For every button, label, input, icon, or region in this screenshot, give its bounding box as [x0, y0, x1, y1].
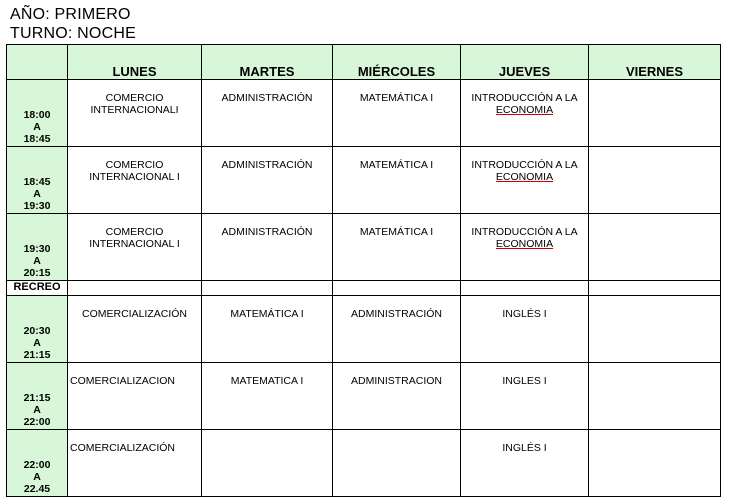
class-cell-martes: ADMINISTRACIÓN [202, 147, 333, 214]
time-separator: A [33, 188, 41, 200]
shift-heading: TURNO: NOCHE [10, 25, 136, 42]
class-cell-martes: MATEMATICA I [202, 363, 333, 430]
subject-line: INTERNACIONAL I [89, 238, 180, 250]
day-header-martes: MARTES [202, 45, 333, 80]
time-end: 19:30 [23, 200, 51, 212]
subject-line: INTRODUCCIÓN A LA [471, 92, 578, 104]
time-separator: A [33, 471, 41, 483]
time-slot-cell [7, 363, 68, 430]
table-row [7, 296, 721, 363]
day-header-lunes: LUNES [68, 45, 202, 80]
class-cell-jueves: INGLÉS I [461, 430, 589, 497]
recess-cell [202, 281, 333, 296]
subject-line: ECONOMIA [495, 238, 554, 250]
subject-line: ECONOMIA [495, 171, 554, 183]
table-row [7, 214, 721, 281]
schedule-table [6, 44, 721, 497]
corner-cell [7, 45, 68, 80]
class-cell-viernes [589, 80, 721, 147]
subject-line: INTERNACIONALI [90, 104, 179, 116]
header-row [7, 45, 721, 80]
time-start: 18:45 [23, 176, 51, 188]
class-cell-jueves [461, 147, 589, 214]
recess-cell [461, 281, 589, 296]
subject-line: COMERCIO [105, 92, 164, 104]
subject-line: INTRODUCCIÓN A LA [471, 159, 578, 171]
table-row [7, 363, 721, 430]
time-separator: A [33, 121, 41, 133]
recess-cell [589, 281, 721, 296]
recess-row [7, 281, 721, 296]
class-cell-martes: MATEMÁTICA I [202, 296, 333, 363]
class-cell-viernes [589, 430, 721, 497]
time-start: 20:30 [23, 325, 51, 337]
time-slot-cell [7, 80, 68, 147]
time-slot-cell [7, 296, 68, 363]
recess-cell [333, 281, 461, 296]
recess-cell [68, 281, 202, 296]
time-start: 19:30 [23, 243, 51, 255]
time-separator: A [33, 337, 41, 349]
day-header-jueves: JUEVES [461, 45, 589, 80]
time-end: 20:15 [23, 267, 51, 279]
day-header-viernes: VIERNES [589, 45, 721, 80]
time-start: 22:00 [23, 459, 51, 471]
time-start: 21:15 [23, 392, 51, 404]
time-slot-cell [7, 147, 68, 214]
class-cell-viernes [589, 363, 721, 430]
class-cell-lunes [68, 147, 202, 214]
class-cell-lunes: COMERCIALIZACIÓN [68, 430, 202, 497]
class-cell-jueves: INGLES I [461, 363, 589, 430]
subject-line: INTERNACIONAL I [89, 171, 180, 183]
class-cell-lunes [68, 214, 202, 281]
class-cell-jueves [461, 214, 589, 281]
time-separator: A [33, 255, 41, 267]
subject-line: COMERCIO [105, 226, 164, 238]
time-separator: A [33, 404, 41, 416]
class-cell-viernes [589, 214, 721, 281]
time-end: 22.45 [23, 483, 51, 495]
class-cell-miercoles [333, 430, 461, 497]
class-cell-lunes [68, 80, 202, 147]
year-heading: AÑO: PRIMERO [10, 6, 131, 23]
recess-label: RECREO [7, 281, 68, 296]
time-end: 22:00 [23, 416, 51, 428]
time-slot-cell [7, 214, 68, 281]
class-cell-miercoles: MATEMÁTICA I [333, 147, 461, 214]
class-cell-viernes [589, 147, 721, 214]
subject-line: ECONOMIA [495, 104, 554, 116]
class-cell-lunes: COMERCIALIZACIÓN [68, 296, 202, 363]
time-end: 18:45 [23, 133, 51, 145]
table-row [7, 430, 721, 497]
class-cell-martes: ADMINISTRACIÓN [202, 80, 333, 147]
class-cell-miercoles: MATEMÁTICA I [333, 214, 461, 281]
time-slot-cell [7, 430, 68, 497]
class-cell-viernes [589, 296, 721, 363]
time-start: 18:00 [23, 109, 51, 121]
subject-line: COMERCIO [105, 159, 164, 171]
table-row [7, 147, 721, 214]
class-cell-martes [202, 430, 333, 497]
subject-line: INTRODUCCIÓN A LA [471, 226, 578, 238]
class-cell-jueves [461, 80, 589, 147]
table-row [7, 80, 721, 147]
class-cell-miercoles: MATEMÁTICA I [333, 80, 461, 147]
class-cell-miercoles: ADMINISTRACION [333, 363, 461, 430]
class-cell-miercoles: ADMINISTRACIÓN [333, 296, 461, 363]
class-cell-jueves: INGLÉS I [461, 296, 589, 363]
day-header-miercoles: MIÉRCOLES [333, 45, 461, 80]
class-cell-lunes: COMERCIALIZACION [68, 363, 202, 430]
class-cell-martes: ADMINISTRACIÓN [202, 214, 333, 281]
time-end: 21:15 [23, 349, 51, 361]
